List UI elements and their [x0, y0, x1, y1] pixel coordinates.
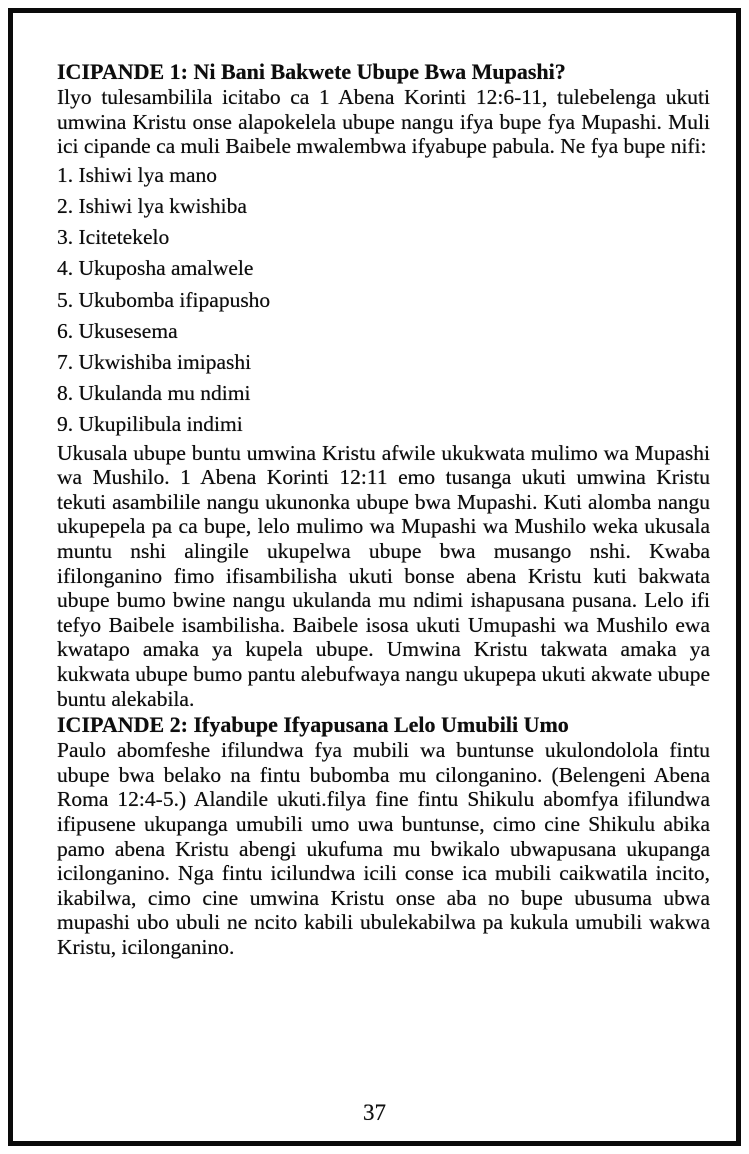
list-item: 2. Ishiwi lya kwishiba — [57, 193, 247, 218]
list-item: 9. Ukupilibula indimi — [57, 412, 243, 437]
list-item: 1. Ishiwi lya mano — [57, 162, 218, 187]
page-content — [57, 58, 710, 959]
section-1-heading-label: ICIPANDE 1: — [57, 59, 188, 84]
section-1-heading-title: Ni Bani Bakwete Ubupe Bwa Mupashi? — [193, 59, 566, 84]
list-item: 7. Ukwishiba imipashi — [57, 350, 252, 374]
list-item: 6. Ukusesema — [57, 318, 178, 343]
section-2-heading — [57, 711, 710, 738]
gifts-list — [57, 160, 710, 441]
list-item: 8. Ukulanda mu ndimi — [57, 381, 251, 406]
section-1-intro-paragraph: Ilyo tulesambilila icitabo ca 1 Abena Korinti 12:6-11, tulebelenga ukuti umwina Kristu onse alapokelela ubupe nangu ifya bupe fya Mupashi. Muli ici cipande ca muli Baibele mwalembwa ifyabupe pabula. Ne fya bupe nifi: — [57, 85, 710, 159]
section-2-heading-title: Ifyabupe Ifyapusana Lelo Umubili Umo — [193, 712, 569, 738]
list-item: 3. Icitetekelo — [57, 225, 170, 250]
list-item: 5. Ukubomba ifipapusho — [57, 287, 271, 312]
section-2-heading-label: ICIPANDE 2: — [57, 712, 188, 738]
section-2-body-paragraph: Paulo abomfeshe ifilundwa fya mubili wa buntunse ukulondolola fintu ubupe bwa belako na fintu bubomba mu cilonganino. (Belengeni Abena Roma 12:4-5.) Alandile ukuti.filya fine fintu Shikulu abomfya ifilundwa ifipusene ukupanga umubili umo uwa buntunse, cimo cine Shikulu abika pamo abena Kristu abengi ukufuma mu bwikalo ubwapusana ukupanga icilonganino. Nga fintu icilundwa icili conse ica mubili caikwatila incito, ikabilwa, cimo cine umwina Kristu onse aba no bupe ubusuma ubwa mupashi ubo ubuli ne ncito kabili ubulekabilwa pa kukula umubili wakwa Kristu, icilonganino. — [57, 738, 710, 959]
section-1-body-paragraph: Ukusala ubupe buntu umwina Kristu afwile ukukwata mulimo wa Mupashi wa Mushilo. 1 Abena Korinti 12:11 emo tusanga ukuti umwina Kristu tekuti asambilile nangu ukunonka ubupe bwa Mupashi. Kuti alomba nangu ukupepela pa ca bupe, lelo mulimo wa Mupashi wa Mushilo weka ukusala muntu nshi alingile ukupelwa ubupe bwa musango nshi. Kwaba ifilonganino fimo ifisambilisha ukuti bonse abena Kristu kuti bakwata ubupe bumo bwine nangu ukulanda mu ndimi ishapusana pusana. Lelo ifi tefyo Baibele isambilisha. Baibele isosa ukuti Umupashi wa Mushilo ewa kwatapo amaka ya kupela ubupe. Umwina Kristu takwata amaka ya kukwata ubupe bumo pantu alebufwaya nangu ukupepa ukuti akwate ubupe buntu alekabila. — [57, 440, 710, 711]
page-number: 37 — [363, 1100, 386, 1125]
section-1-heading — [57, 58, 710, 85]
list-item: 4. Ukuposha amalwele — [57, 256, 254, 281]
